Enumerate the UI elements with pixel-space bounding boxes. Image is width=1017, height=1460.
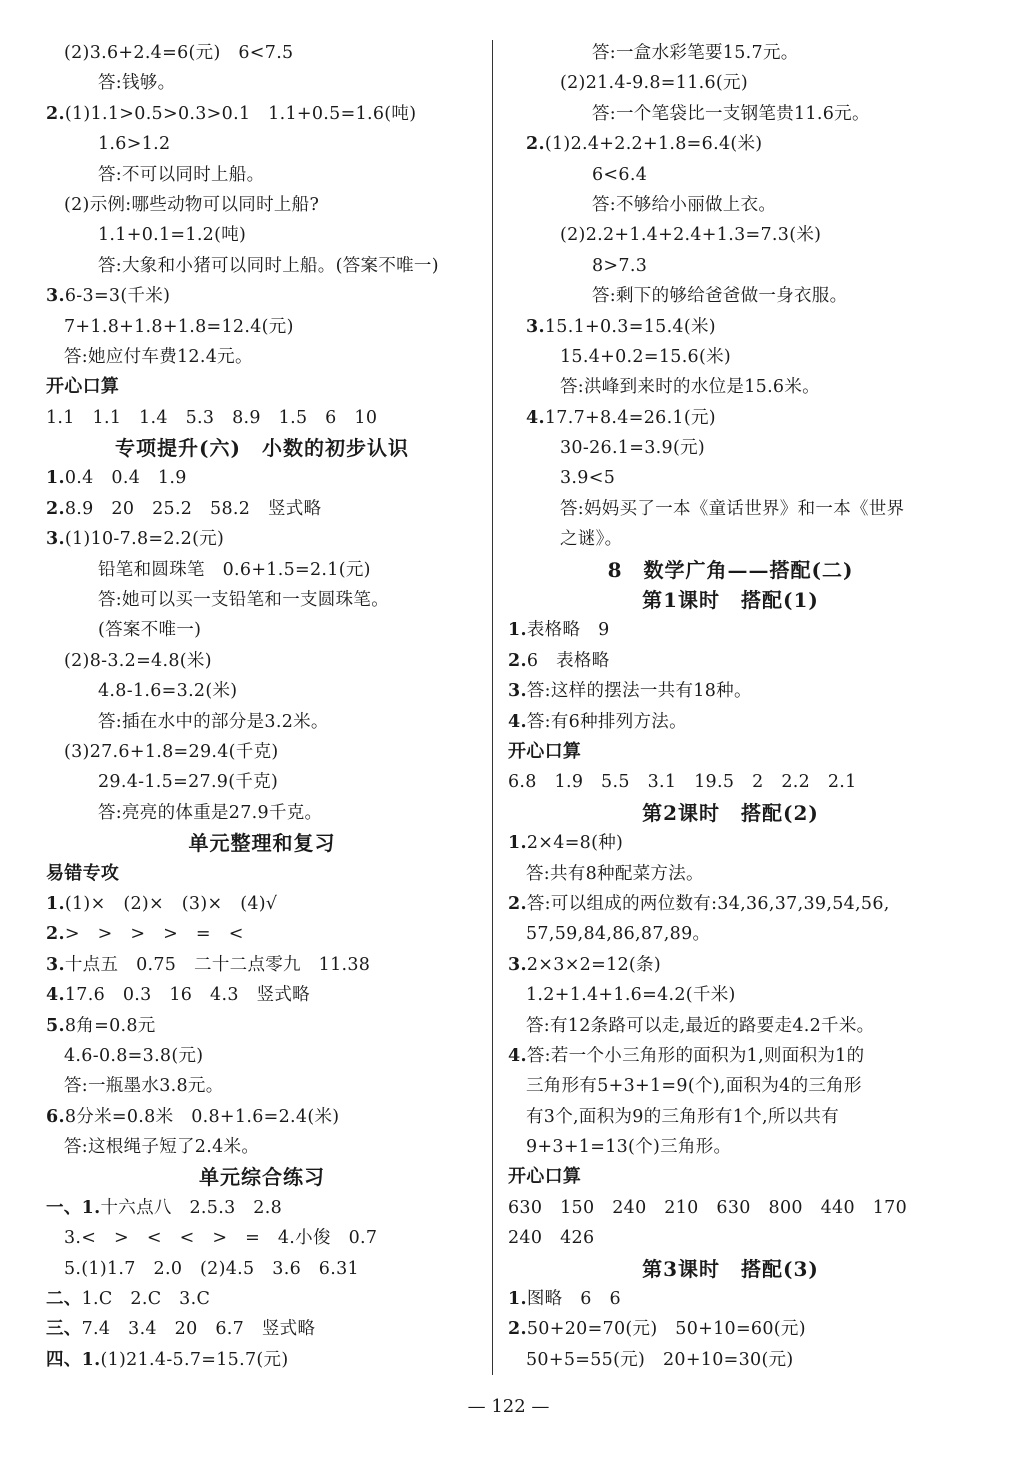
line-text: 三角形有5+3+1=9(个),面积为4的三角形 (526, 1076, 862, 1097)
answer-line (508, 1284, 953, 1314)
line-text: 0.4 0.4 1.9 (64, 468, 187, 489)
line-text: (1)10-7.8=2.2(元) (64, 529, 225, 550)
line-text: 答:一瓶墨水3.8元。 (64, 1076, 224, 1097)
answer-line (46, 1223, 478, 1253)
answer-line (508, 950, 953, 980)
answer-line (46, 160, 478, 190)
line-text: (1)2.4+2.2+1.8=6.4(米) (544, 134, 763, 155)
line-text: 15.1+0.3=15.4(米) (544, 316, 716, 337)
question-number: 3. (46, 529, 65, 550)
answer-line (46, 403, 478, 433)
line-text: 答:妈妈买了一本《童话世界》和一本《世界 (560, 498, 905, 519)
answer-line (508, 859, 953, 889)
question-number: 2. (46, 498, 65, 519)
question-number: 一、1. (46, 1197, 101, 1218)
question-number: 2. (508, 650, 527, 671)
line-text: 2×3×2=12(条) (526, 954, 661, 975)
line-text: 答:一个笔袋比一支钢笔贵11.6元。 (592, 103, 870, 124)
line-text: 30-26.1=3.9(元) (560, 438, 705, 459)
answer-line (508, 828, 953, 858)
line-text: 图略 6 6 (526, 1289, 621, 1310)
answer-line (508, 99, 953, 129)
line-text: 8 数学广角——搭配(二) (607, 557, 854, 582)
question-number: 3. (46, 954, 65, 975)
answer-line (46, 190, 478, 220)
line-text: 57,59,84,86,87,89。 (526, 924, 711, 945)
answer-line (46, 585, 478, 615)
line-text: 2×4=8(种) (526, 833, 624, 854)
answer-line (46, 676, 478, 706)
line-text: 答:不可以同时上船。 (98, 164, 265, 185)
answer-line (508, 312, 953, 342)
line-text: (1)1.1>0.5>0.3>0.1 1.1+0.5=1.6(吨) (64, 103, 417, 124)
line-text: 有3个,面积为9的三角形有1个,所以共有 (526, 1106, 840, 1127)
question-number: 3. (508, 954, 527, 975)
line-text: 9+3+1=13(个)三角形。 (526, 1137, 732, 1158)
subsection-heading (508, 737, 953, 767)
question-number: 4. (508, 711, 527, 732)
line-text: 专项提升(六) 小数的初步认识 (115, 436, 409, 461)
question-number: 2. (46, 103, 65, 124)
question-number: 4. (46, 985, 65, 1006)
question-number: 2. (508, 1319, 527, 1340)
section-heading (508, 798, 953, 828)
answer-line (508, 463, 953, 493)
line-text: 铅笔和圆珠笔 0.6+1.5=2.1(元) (98, 559, 371, 580)
question-number: 3. (526, 316, 545, 337)
line-text: 答:有6种排列方法。 (526, 711, 687, 732)
line-text: (答案不唯一) (98, 620, 202, 641)
line-text: 3.9<5 (560, 468, 616, 489)
answer-line (46, 251, 478, 281)
answer-line (46, 1132, 478, 1162)
question-number: 3. (46, 286, 65, 307)
line-text: 答:一盒水彩笔要15.7元。 (592, 43, 799, 63)
line-text: 4.6-0.8=3.8(元) (64, 1045, 204, 1066)
line-text: (1)× (2)× (3)× (4)√ (64, 893, 278, 914)
question-number: 4. (526, 407, 545, 428)
answer-line (46, 99, 478, 129)
answer-line (46, 950, 478, 980)
line-text: 之谜》。 (560, 529, 623, 550)
line-text: 4.8-1.6=3.2(米) (98, 681, 238, 702)
page-number: — 122 — (467, 1396, 550, 1417)
line-text: 开心口算 (46, 376, 120, 398)
line-text: 6<6.4 (592, 164, 648, 185)
line-text: 50+20=70(元) 50+10=60(元) (526, 1319, 806, 1340)
answer-line (46, 1102, 478, 1132)
column-divider (492, 40, 493, 1375)
answer-line (508, 980, 953, 1010)
answer-line (508, 251, 953, 281)
left-column (46, 38, 478, 1375)
line-text: 答:这样的摆法一共有18种。 (526, 681, 752, 702)
line-text: 5.(1)1.7 2.0 (2)4.5 3.6 6.31 (64, 1258, 359, 1279)
answer-line (508, 1314, 953, 1344)
answer-line (46, 889, 478, 919)
question-number: 四、1. (46, 1349, 101, 1370)
section-heading (46, 1162, 478, 1192)
answer-line (508, 494, 953, 524)
line-text: 答:共有8种配菜方法。 (526, 863, 704, 884)
answer-line (46, 68, 478, 98)
answer-line (508, 889, 953, 919)
line-text: 50+5=55(元) 20+10=30(元) (526, 1349, 794, 1370)
question-number: 2. (526, 134, 545, 155)
question-number: 2. (46, 924, 65, 945)
answer-line (46, 1345, 478, 1375)
line-text: 6 表格略 (526, 650, 610, 671)
question-number: 2. (508, 893, 527, 914)
answer-line (46, 737, 478, 767)
question-number: 1. (46, 893, 65, 914)
subsection-heading (508, 1162, 953, 1192)
answer-line (508, 190, 953, 220)
question-number: 三、 (46, 1319, 82, 1340)
answer-line (46, 342, 478, 372)
line-text: 15.4+0.2=15.6(米) (560, 346, 732, 367)
answer-line (508, 38, 953, 68)
line-text: 十六点八 2.5.3 2.8 (100, 1197, 283, 1218)
line-text: 答:有12条路可以走,最近的路要走4.2千米。 (526, 1015, 875, 1036)
line-text: 17.6 0.3 16 4.3 竖式略 (64, 985, 310, 1006)
line-text: 6.8 1.9 5.5 3.1 19.5 2 2.2 2.1 (508, 772, 857, 793)
line-text: 答:洪峰到来时的水位是15.6米。 (560, 377, 820, 398)
line-text: 29.4-1.5=27.9(千克) (98, 772, 279, 793)
answer-line (508, 1132, 953, 1162)
line-text: (2)3.6+2.4=6(元) 6<7.5 (64, 43, 294, 63)
line-text: 十点五 0.75 二十二点零九 11.38 (64, 954, 371, 975)
answer-line (508, 615, 953, 645)
answer-line (508, 1193, 953, 1223)
answer-line (508, 646, 953, 676)
line-text: 答:插在水中的部分是3.2米。 (98, 711, 329, 732)
line-text: 17.7+8.4=26.1(元) (544, 407, 716, 428)
question-number: 5. (46, 1015, 65, 1036)
answer-line (46, 220, 478, 250)
line-text: 6-3=3(千米) (64, 286, 171, 307)
line-text: 单元综合练习 (199, 1165, 325, 1190)
answer-line (46, 1071, 478, 1101)
line-text: 单元整理和复习 (188, 831, 336, 856)
line-text: 第3课时 搭配(3) (642, 1256, 819, 1281)
left-answer-lines (46, 38, 478, 1375)
line-text: 答:她可以买一支铅笔和一支圆珠笔。 (98, 590, 389, 611)
answer-line (46, 919, 478, 949)
answer-line (46, 1193, 478, 1223)
line-text: 630 150 240 210 630 800 440 170 (508, 1197, 908, 1218)
question-number: 4. (508, 1045, 527, 1066)
answer-line (508, 403, 953, 433)
answer-line (46, 312, 478, 342)
answer-line (508, 281, 953, 311)
answer-line (46, 1041, 478, 1071)
answer-line (46, 798, 478, 828)
line-text: 第2课时 搭配(2) (642, 800, 819, 825)
answer-line (508, 767, 953, 797)
line-text: 8分米=0.8米 0.8+1.6=2.4(米) (64, 1106, 340, 1127)
line-text: (2)2.2+1.4+2.4+1.3=7.3(米) (560, 225, 822, 246)
line-text: 答:不够给小丽做上衣。 (592, 194, 777, 215)
line-text: 1.6>1.2 (98, 134, 171, 155)
answer-line (46, 463, 478, 493)
answer-line (46, 1284, 478, 1314)
line-text: 240 426 (508, 1228, 595, 1249)
answer-line (508, 160, 953, 190)
line-text: 答:她应付车费12.4元。 (64, 346, 253, 367)
answer-line (46, 707, 478, 737)
line-text: 7.4 3.4 20 6.7 竖式略 (81, 1319, 316, 1340)
answer-line (508, 707, 953, 737)
answer-line (508, 1223, 953, 1253)
section-heading (508, 1254, 953, 1284)
line-text: 答:若一个小三角形的面积为1,则面积为1的 (526, 1045, 865, 1066)
answer-line (46, 646, 478, 676)
answer-line (508, 433, 953, 463)
line-text: 答:钱够。 (98, 73, 176, 94)
line-text: 答:可以组成的两位数有:34,36,37,39,54,56, (526, 893, 890, 914)
line-text: 3.< > < < > = 4.小俊 0.7 (64, 1228, 378, 1249)
line-text: 8角=0.8元 (64, 1015, 156, 1036)
answer-line (508, 1011, 953, 1041)
answer-line (508, 68, 953, 98)
question-number: 6. (46, 1106, 65, 1127)
answer-line (508, 129, 953, 159)
question-number: 1. (508, 620, 527, 641)
right-column (508, 38, 953, 1375)
question-number: 1. (508, 1289, 527, 1310)
answer-line (46, 281, 478, 311)
question-number: 1. (508, 833, 527, 854)
line-text: 开心口算 (508, 1166, 582, 1188)
line-text: 1.1+0.1=1.2(吨) (98, 225, 247, 246)
section-heading (508, 585, 953, 615)
answer-line (508, 220, 953, 250)
line-text: 答:这根绳子短了2.4米。 (64, 1137, 260, 1158)
section-heading (46, 433, 478, 463)
line-text: 1.C 2.C 3.C (81, 1289, 211, 1310)
answer-line (46, 38, 478, 68)
answer-line (46, 1254, 478, 1284)
line-text: 1.2+1.4+1.6=4.2(千米) (526, 985, 736, 1006)
line-text: > > > > = < (64, 924, 244, 945)
answer-line (46, 494, 478, 524)
line-text: (1)21.4-5.7=15.7(元) (100, 1349, 289, 1370)
section-heading (46, 828, 478, 858)
answer-line (508, 524, 953, 554)
answer-line (508, 1102, 953, 1132)
line-text: 答:剩下的够给爸爸做一身衣服。 (592, 286, 848, 307)
line-text: 8>7.3 (592, 255, 648, 276)
section-heading (508, 555, 953, 585)
line-text: 答:大象和小猪可以同时上船。(答案不唯一) (98, 255, 439, 276)
right-answer-lines (508, 38, 953, 1375)
answer-line (508, 342, 953, 372)
line-text: (2)21.4-9.8=11.6(元) (560, 73, 748, 94)
line-text: 表格略 9 (526, 620, 610, 641)
answer-line (508, 676, 953, 706)
answer-line (46, 767, 478, 797)
line-text: 1.1 1.1 1.4 5.3 8.9 1.5 6 10 (46, 407, 378, 428)
line-text: 8.9 20 25.2 58.2 竖式略 (64, 498, 322, 519)
answer-line (508, 919, 953, 949)
answer-line (46, 129, 478, 159)
answer-line (46, 615, 478, 645)
answer-line (508, 1071, 953, 1101)
question-number: 3. (508, 681, 527, 702)
line-text: 答:亮亮的体重是27.9千克。 (98, 802, 323, 823)
answer-line (508, 1041, 953, 1071)
answer-line (46, 980, 478, 1010)
subsection-heading (46, 859, 478, 889)
line-text: 第1课时 搭配(1) (642, 588, 819, 613)
subsection-heading (46, 372, 478, 402)
line-text: 开心口算 (508, 740, 582, 762)
answer-line (46, 555, 478, 585)
answer-line (46, 1314, 478, 1344)
answer-line (508, 1345, 953, 1375)
line-text: (2)示例:哪些动物可以同时上船? (64, 194, 320, 215)
answer-line (508, 372, 953, 402)
answer-line (46, 524, 478, 554)
line-text: 7+1.8+1.8+1.8=12.4(元) (64, 316, 294, 337)
answer-line (46, 1011, 478, 1041)
line-text: 易错专攻 (46, 862, 120, 884)
question-number: 1. (46, 468, 65, 489)
line-text: (3)27.6+1.8=29.4(千克) (64, 741, 279, 762)
line-text: (2)8-3.2=4.8(米) (64, 650, 212, 671)
question-number: 二、 (46, 1289, 82, 1310)
